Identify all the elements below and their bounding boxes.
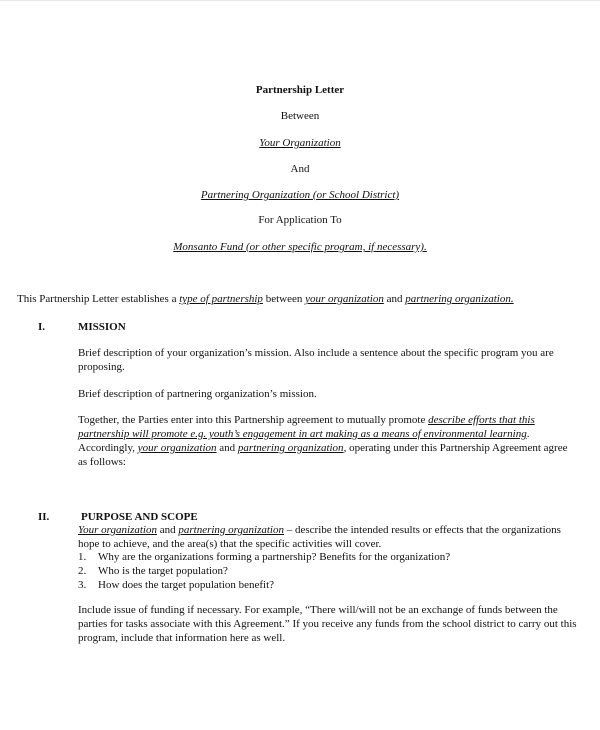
section-1-numeral: I. <box>38 321 46 333</box>
intro-text-1: This Partnership Letter establishes a <box>17 293 180 305</box>
list-item <box>78 564 578 578</box>
agreement-your-organization: your organization <box>137 442 217 454</box>
list-item-number: 1. <box>78 551 87 563</box>
list-item <box>78 578 578 592</box>
and-line: And <box>290 163 310 175</box>
intro-paragraph <box>17 292 514 306</box>
for-application-line: For Application To <box>258 214 342 226</box>
agreement-efforts: describe efforts that this partnership will promote e.g. youth’s engagement in art making as a means of environmental learning <box>78 414 535 440</box>
partnering-organization-text: Partnering Organization (or School District) <box>200 189 400 201</box>
partnership-agreement-text <box>78 413 578 469</box>
intro-partnership-type: type of partnership <box>179 293 263 305</box>
agreement-text-2: . Accordingly, <box>78 428 530 454</box>
agreement-text-1: Together, the Parties enter into this Partnership agreement to mutually promote <box>78 414 429 426</box>
section-2-numeral: II. <box>38 511 50 523</box>
intro-text-2: between <box>262 293 306 305</box>
section-2-funding <box>78 603 578 645</box>
section-2-heading: PURPOSE AND SCOPE <box>81 511 198 523</box>
intro-text-3: and <box>383 293 406 305</box>
section-1-heading: MISSION <box>78 321 126 333</box>
list-item-number: 2. <box>78 565 87 577</box>
fund-text: Monsanto Fund (or other specific program, if necessary). <box>173 241 427 253</box>
list-item-text: Why are the organizations forming a partnership? Benefits for the organization? <box>98 551 451 563</box>
agreement-partnering-organization: partnering organization <box>237 442 344 454</box>
section-1-paragraph-1 <box>78 346 578 374</box>
funding-paragraph: Include issue of funding if necessary. For example, “There will/will not be an exchange of funds between the parties for tasks associate with this Agreement.” If you receive any funds from the school district to carry out this program, include that information here as well. <box>78 604 577 644</box>
list-item-text: How does the target population benefit? <box>98 579 275 591</box>
partnering-organization-line <box>0 188 600 202</box>
scope-partnering-organization: partnering organization <box>178 524 284 536</box>
intro-partnering-organization: partnering organization. <box>405 293 514 305</box>
list-item-number: 3. <box>78 579 87 591</box>
your-organization-text: Your Organization <box>259 137 341 149</box>
section-2-intro <box>78 523 578 551</box>
section-2-list <box>78 550 578 592</box>
scope-text-1: and <box>156 524 179 536</box>
list-item-text: Who is the target population? <box>98 565 228 577</box>
your-organization-line <box>0 136 600 150</box>
agreement-text-4: , operating under this Partnership Agreement agree as follows: <box>78 442 568 468</box>
fund-line <box>0 240 600 254</box>
intro-your-organization: your organization <box>305 293 384 305</box>
section-1-paragraph-2 <box>78 387 578 401</box>
scope-your-organization: Your organization <box>78 524 157 536</box>
list-item <box>78 550 578 564</box>
document-title: Partnership Letter <box>255 84 345 96</box>
partner-mission-description: Brief description of partnering organization’s mission. <box>78 388 317 400</box>
section-1-paragraph-3 <box>78 413 578 469</box>
between-line: Between <box>280 110 320 122</box>
agreement-text-3: and <box>216 442 238 454</box>
mission-description: Brief description of your organization’s mission. Also include a sentence about the specific program you are proposing. <box>78 347 554 373</box>
scope-text-2: – describe the intended results or effects that the organizations hope to achieve, and the area(s) that the specific activities will cover. <box>78 524 561 550</box>
